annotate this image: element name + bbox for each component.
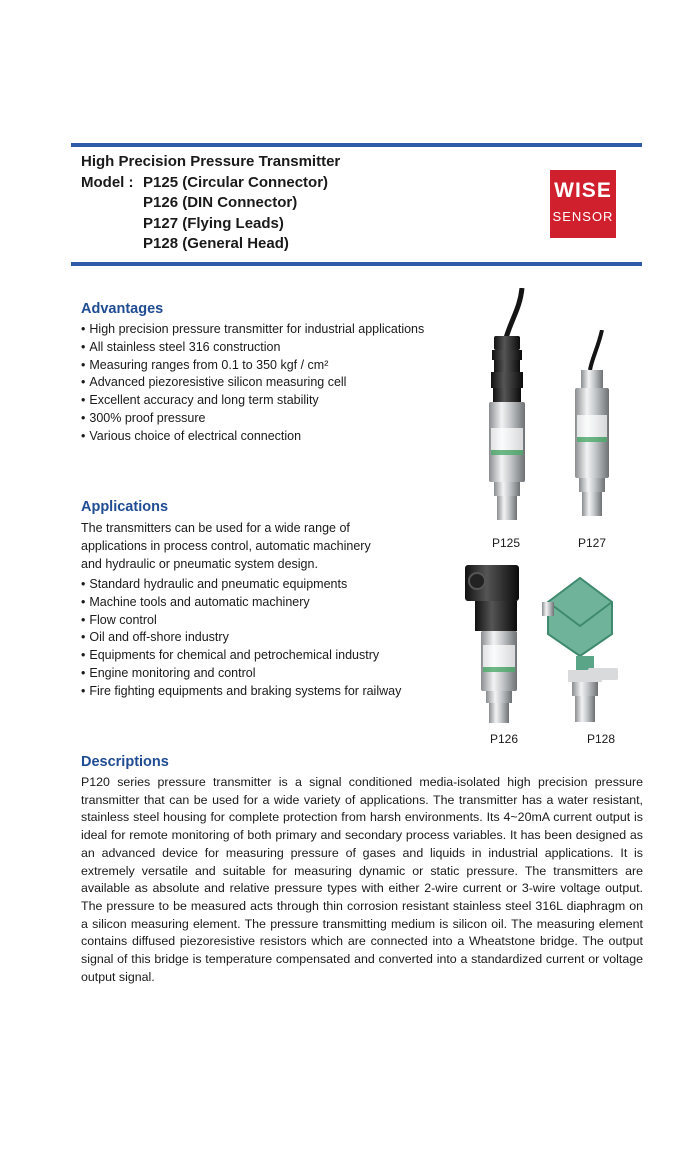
list-item: • Measuring ranges from 0.1 to 350 kgf / cm² — [81, 357, 424, 375]
list-item: • Machine tools and automatic machinery — [81, 594, 401, 612]
p125-caption: P125 — [492, 536, 521, 550]
list-item: • Equipments for chemical and petrochemical industry — [81, 647, 401, 665]
list-item: • 300% proof pressure — [81, 410, 424, 428]
document-title: High Precision Pressure Transmitter — [81, 153, 341, 170]
list-item: • Fire fighting equipments and braking systems for railway — [81, 683, 401, 701]
wise-sensor-logo — [550, 170, 616, 238]
p126-product-image — [455, 565, 535, 725]
applications-list — [81, 576, 401, 701]
model-label: Model : — [81, 173, 134, 191]
p125-product-image — [472, 288, 542, 532]
list-item: • Various choice of electrical connection — [81, 428, 424, 446]
model-p127: P127 (Flying Leads) — [143, 214, 284, 232]
logo-line2: SENSOR — [552, 209, 614, 224]
model-p126: P126 (DIN Connector) — [143, 194, 298, 211]
list-item: • All stainless steel 316 construction — [81, 339, 424, 357]
model-p128: P128 (General Head) — [143, 235, 289, 252]
list-item: • Flow control — [81, 612, 401, 630]
applications-intro — [81, 519, 371, 573]
intro-line: applications in process control, automatic machinery — [81, 539, 371, 553]
list-item: • Oil and off-shore industry — [81, 629, 401, 647]
logo-line1: WISE — [554, 179, 612, 202]
intro-line: The transmitters can be used for a wide range of — [81, 521, 350, 535]
advantages-heading: Advantages — [81, 301, 164, 317]
list-item: • Standard hydraulic and pneumatic equipments — [81, 576, 401, 594]
p128-caption: P128 — [587, 732, 616, 746]
model-p125: P125 (Circular Connector) — [143, 173, 329, 191]
header-bottom-rule — [71, 262, 642, 266]
descriptions-text: P120 series pressure transmitter is a signal conditioned media-isolated high precision pressure transmitter that can be used for a wide variety of applications. The transmitter has a water resistant, stainless steel housing for complete protection from harsh environments. Its 4~20mA current output is ideal for remote monitoring of both primary and secondary process variables. It has been designed as an advanced device for measuring pressure of gases and liquids in industrial applications. It is extremely versatile and suitable for measuring dynamic or static pressure. The transmitters are available as absolute and relative pressure types with either 2-wire current or 3-wire voltage output. The pressure to be measured acts through thin corrosion resistant stainless steel 316L diaphragm on a silicon measuring element. The pressure transmitting medium is silicon oil. The measuring element contains diffused piezoresistive resistors which are connected into a Wheatstone bridge. The output signal of this bridge is temperature compensated and converted into a standardized current or voltage output signal. — [81, 775, 643, 984]
descriptions-heading: Descriptions — [81, 754, 169, 770]
list-item: • Engine monitoring and control — [81, 665, 401, 683]
header-top-rule — [71, 143, 642, 147]
list-item: • Excellent accuracy and long term stability — [81, 392, 424, 410]
document-header — [81, 152, 340, 255]
p128-product-image — [540, 572, 620, 727]
advantages-list — [81, 321, 424, 446]
p127-caption: P127 — [578, 536, 607, 550]
list-item: • Advanced piezoresistive silicon measuring cell — [81, 374, 424, 392]
p127-product-image — [562, 330, 622, 525]
intro-line: and hydraulic or pneumatic system design. — [81, 557, 318, 571]
list-item: • High precision pressure transmitter for industrial applications — [81, 321, 424, 339]
applications-heading: Applications — [81, 499, 169, 515]
p126-caption: P126 — [490, 732, 519, 746]
